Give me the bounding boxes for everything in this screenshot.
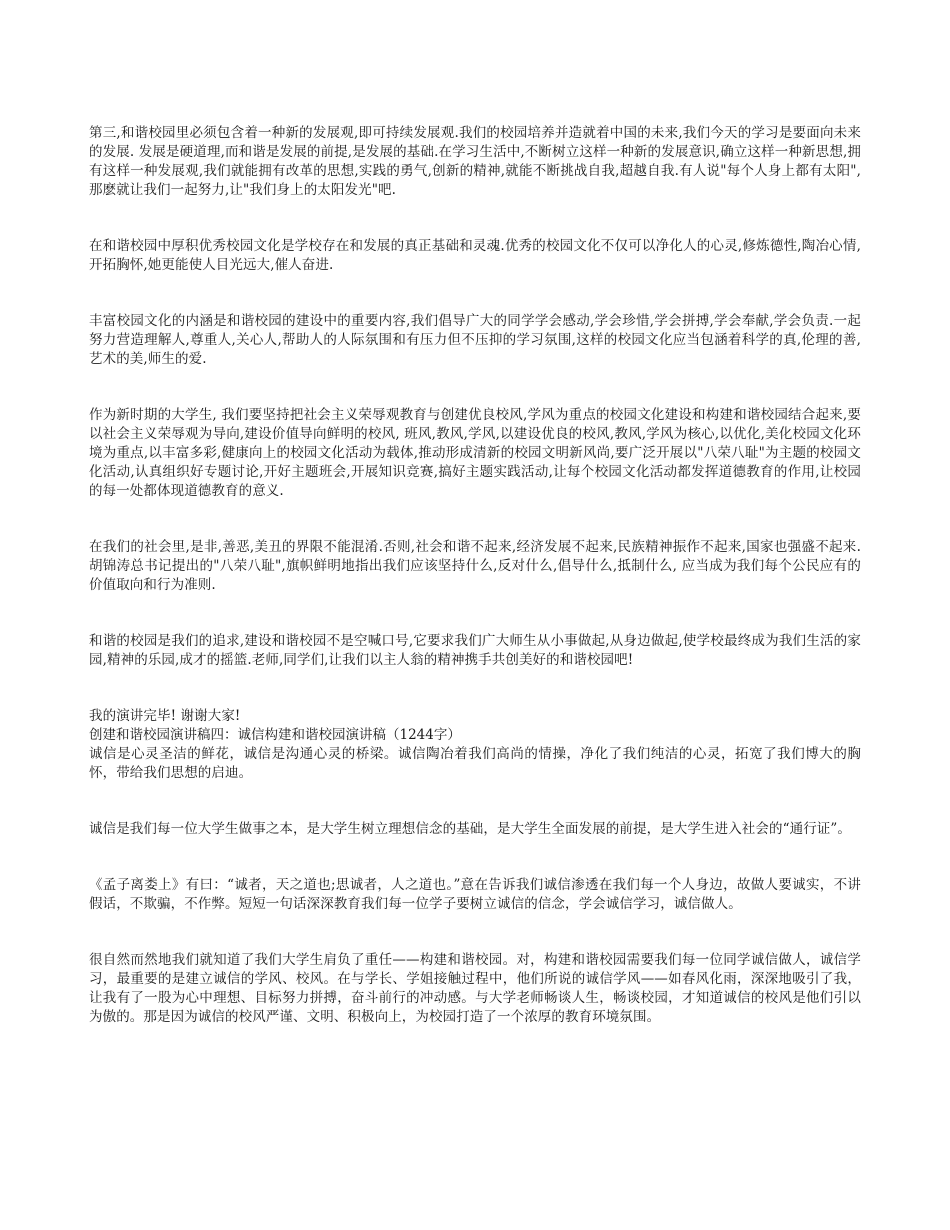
paragraph-2: 在和谐校园中厚积优秀校园文化是学校存在和发展的真正基础和灵魂.优秀的校园文化不仅可以净化人的心灵,修炼德性,陶冶心情,开拓胸怀,她更能使人目光远大,催人奋进.: [89, 238, 861, 273]
section-paragraph-1: 诚信是心灵圣洁的鲜花，诚信是沟通心灵的桥梁。诚信陶冶着我们高尚的情操，净化了我们纯洁的心灵，拓宽了我们博大的胸怀，带给我们思想的启迪。: [89, 746, 861, 781]
paragraph-4: 作为新时期的大学生, 我们要坚持把社会主义荣辱观教育与创建优良校风,学风为重点的校园文化建设和构建和谐校园结合起来,要以社会主义荣辱观为导向,建设价值导向鲜明的校风, 班风,教风,学风,以建设优良的校风,教风,学风为核心,以优化,美化校园文化环境为重点,以丰富多彩,健康向上的校园文化活动为载体,推动形成清新的校园文明新风尚,要广泛开展以"八荣八耻"为主题的校园文化活动,认真组织好专题讨论,开好主题班会,开展知识竞赛,搞好主题实践活动,让每个校园文化活动都发挥道德教育的作用,让校园的每一处都体现道德教育的意义.: [89, 407, 861, 499]
section-paragraph-4: 很自然而然地我们就知道了我们大学生肩负了重任——构建和谐校园。对，构建和谐校园需要我们每一位同学诚信做人，诚信学习，最重要的是建立诚信的学风、校风。在与学长、学姐接触过程中，他们所说的诚信学风——如春风化雨，深深地吸引了我，让我有了一股为心中理想、目标努力拼搏，奋斗前行的冲动感。与大学老师畅谈人生，畅谈校园，才知道诚信的校风是他们引以为傲的。那是因为诚信的校风严谨、文明、积极向上，为校园打造了一个浓厚的教育环境氛围。: [89, 952, 861, 1025]
closing-line: 我的演讲完毕! 谢谢大家!: [89, 708, 241, 724]
section-title: 创建和谐校园演讲稿四：诚信构建和谐校园演讲稿（1244字）: [89, 727, 461, 743]
paragraph-3: 丰富校园文化的内涵是和谐校园的建设中的重要内容,我们倡导广大的同学学会感动,学会珍惜,学会拼搏,学会奉献,学会负责.一起努力营造理解人,尊重人,关心人,帮助人的人际氛围和有压力但不压抑的学习氛围,这样的校园文化应当包涵着科学的真,伦理的善,艺术的美,师生的爱.: [89, 313, 861, 367]
paragraph-1: 第三,和谐校园里必须包含着一种新的发展观,即可持续发展观.我们的校园培养并造就着中国的未来,我们今天的学习是要面向未来的发展. 发展是硬道理,而和谐是发展的前提,是发展的基础.在学习生活中,不断树立这样一种新的发展意识,确立这样一种新思想,拥有这样一种发展观,我们就能拥有改革的思想,实践的勇气,创新的精神,就能不断挑战自我,超越自我.有人说"每个人身上都有太阳",那麽就让我们一起努力,让"我们身上的太阳发光"吧.: [89, 125, 861, 198]
section-paragraph-2: 诚信是我们每一位大学生做事之本，是大学生树立理想信念的基础，是大学生全面发展的前提，是大学生进入社会的“通行证”。: [89, 821, 852, 837]
document-page: [89, 124, 861, 1027]
paragraph-6: 和谐的校园是我们的追求,建设和谐校园不是空喊口号,它要求我们广大师生从小事做起,从身边做起,使学校最终成为我们生活的家园,精神的乐园,成才的摇篮.老师,同学们,让我们以主人翁的精神携手共创美好的和谐校园吧!: [89, 633, 861, 668]
section-paragraph-3: 《孟子离娄上》有曰：“诚者，天之道也;思诚者，人之道也。”意在告诉我们诚信渗透在我们每一个人身边，故做人要诚实，不讲假话，不欺骗，不作弊。短短一句话深深教育我们每一位学子要树立诚信的信念，学会诚信学习，诚信做人。: [89, 877, 861, 912]
paragraph-5: 在我们的社会里,是非,善恶,美丑的界限不能混淆.否则,社会和谐不起来,经济发展不起来,民族精神振作不起来,国家也强盛不起来.胡锦涛总书记提出的"八荣八耻",旗帜鲜明地指出我们应该坚持什么,反对什么,倡导什么,抵制什么, 应当成为我们每个公民应有的价值取向和行为准则.: [89, 539, 861, 593]
